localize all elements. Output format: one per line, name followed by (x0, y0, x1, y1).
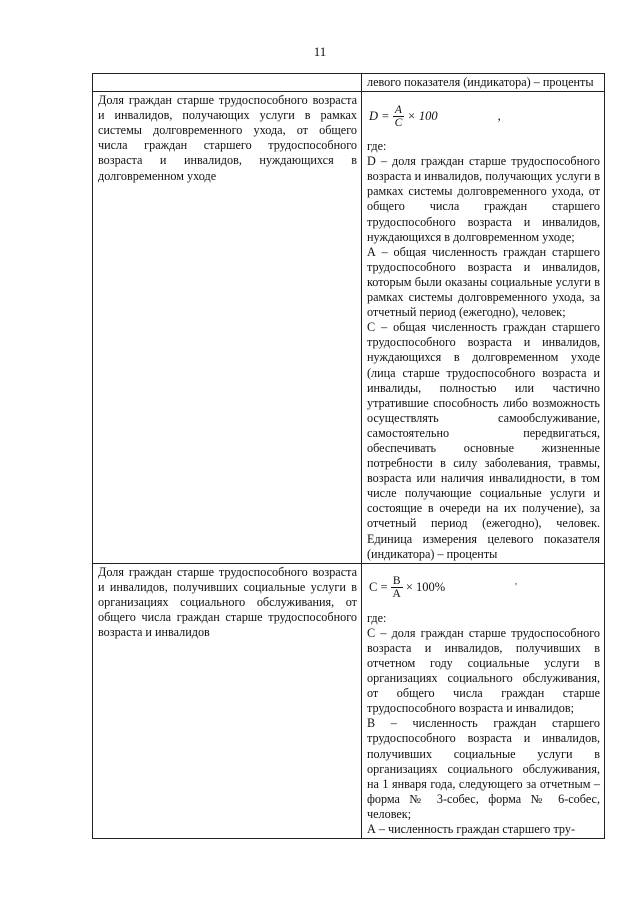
definition-c: С – доля граждан старше трудоспособного возраста и инвалидов, получивших в отчетном году социальные услуги в организациях социального обслуживания, от общего числа граждан старше трудоспособного возраста и инвалидов; (367, 625, 600, 716)
where-label: где: (367, 610, 387, 625)
formula-trailing-mark: ' (515, 582, 517, 594)
indicator-name-cell: Доля граждан старше трудоспособного возраста и инвалидов, получающих услуги в рамках системы долговременного ухода, от общего числа граждан старшего трудоспособного возраста и инвалидов, нуждающихся в долговременном уходе (93, 92, 362, 564)
table-row (93, 92, 605, 564)
formula-denominator: А (392, 588, 401, 601)
indicator-name-cell (93, 74, 362, 92)
where-label: где: (367, 139, 387, 154)
table-row (93, 74, 605, 92)
definition-b: В – численность граждан старшего трудоспособного возраста и инвалидов, получивших социальные услуги в организациях социального обслуживания, на 1 января года, следующего за отчетным – форма № 3-собес, форма № 6-собес, человек; (367, 716, 600, 821)
formula-lhs: С = (369, 580, 388, 595)
formula-lhs: D = (369, 108, 390, 123)
formula-multiplier: × 100 (407, 108, 438, 123)
formula-fraction (391, 575, 403, 600)
definition-a: А – численность граждан старшего тру- (367, 822, 576, 837)
indicator-table (92, 73, 605, 839)
indicator-name-cell: Доля граждан старше трудоспособного возраста и инвалидов, получивших социальные услуги в организациях социального обслуживания, от общего числа граждан старше трудоспособного возраста и инвалидов (93, 563, 362, 838)
formula-numerator: A (394, 103, 402, 116)
definition-d: D – доля граждан старше трудоспособного возраста и инвалидов, получающих услуги в рамках системы долговременного ухода, от общего числа граждан старшего трудоспособного возраста и инвалидов, нуждающихся в долговременном уходе; (367, 154, 600, 244)
definition-c: С – общая численность граждан старшего трудоспособного возраста и инвалидов, нуждающихся в долговременном уходе (лица старше трудоспособного возраста и инвалиды, полностью или частично утратившие способность либо возможность осуществлять самообслуживание, самостоятельно передвигаться, обеспечивать основные жизненные потребности в силу заболевания, травмы, возраста или наличия инвалидности, в том числе получающие социальные услуги и состоящие в очереди на их получение), за отчетный период (ежегодно), человек. Единица измерения целевого показателя (индикатора) – проценты (367, 320, 600, 561)
continued-text: левого показателя (индикатора) – проценты (367, 75, 594, 89)
table-row (93, 563, 605, 838)
formula-denominator: C (394, 116, 403, 129)
formula-d (369, 99, 600, 133)
indicator-method-cell (362, 563, 605, 838)
definition-a: А – общая численность граждан старшего трудоспособного возраста и инвалидов, которым были оказаны социальные услуги в рамках системы долговременного ухода, за отчетный период (ежегодно), человек; (367, 244, 600, 320)
formula-multiplier: × 100% (405, 580, 446, 595)
indicator-method-cell (362, 92, 605, 564)
formula-fraction (393, 104, 405, 129)
formula-c (369, 571, 600, 605)
formula-trailing-mark: , (497, 108, 501, 123)
indicator-method-cell (362, 74, 605, 92)
formula-numerator: В (392, 575, 401, 588)
page-number: 11 (313, 44, 327, 59)
